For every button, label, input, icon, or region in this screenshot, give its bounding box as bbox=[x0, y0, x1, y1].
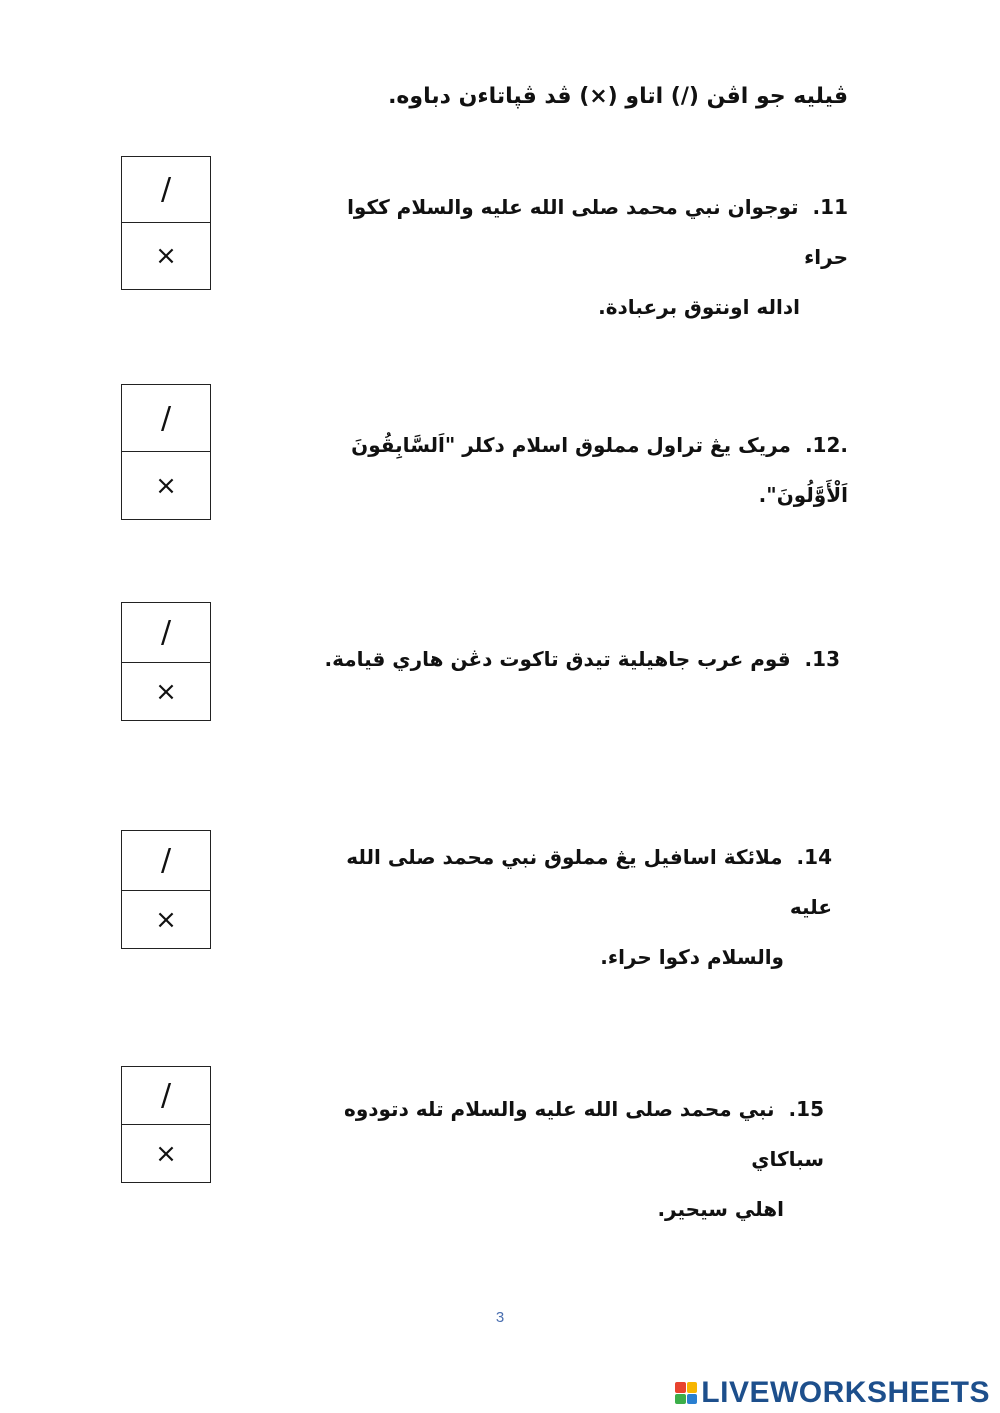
answer-box-15 bbox=[121, 1066, 211, 1183]
question-number: 14. bbox=[796, 845, 832, 869]
false-option-button[interactable]: × bbox=[155, 904, 177, 935]
question-text-line: توجوان نبي محمد صلى الله عليه والسلام ككوا حراء bbox=[347, 195, 848, 269]
question-14 bbox=[312, 832, 832, 982]
true-option-button[interactable]: / bbox=[122, 603, 210, 663]
true-option-button[interactable]: / bbox=[122, 157, 210, 223]
question-number: 11. bbox=[812, 195, 848, 219]
question-text-line: مريک يڠ تراول مملوق اسلام دکلر "اَلسَّابِقُونَ اَلْأَوَّلُونَ". bbox=[351, 433, 848, 507]
false-option-button[interactable]: × bbox=[155, 470, 177, 501]
false-option-button[interactable]: × bbox=[155, 1138, 177, 1169]
question-15 bbox=[304, 1084, 824, 1234]
liveworksheets-brand[interactable] bbox=[675, 1376, 990, 1410]
answer-box-14 bbox=[121, 830, 211, 949]
instruction-heading: ڤيليه جو اڤن (/) اتاو (×) ڤد ڤپاتاءن دباوه. bbox=[388, 84, 848, 109]
question-text-line: والسلام دکوا حراء. bbox=[600, 945, 784, 969]
question-text-line: قوم عرب جاهيلية تيدق تاکوت دڠن هاري قيامة. bbox=[324, 647, 791, 671]
answer-box-11 bbox=[121, 156, 211, 290]
answer-box-13 bbox=[121, 602, 211, 721]
question-13 bbox=[320, 634, 840, 684]
question-12 bbox=[288, 420, 848, 520]
question-text-line: اداله اونتوق برعبادة. bbox=[598, 295, 800, 319]
answer-box-12 bbox=[121, 384, 211, 520]
question-number: .12. bbox=[804, 433, 848, 457]
liveworksheets-logo-icon bbox=[675, 1382, 697, 1404]
false-option-button[interactable]: × bbox=[155, 241, 177, 271]
question-number: 15. bbox=[788, 1097, 824, 1121]
true-option-button[interactable]: / bbox=[122, 1067, 210, 1125]
false-option-button[interactable]: × bbox=[155, 676, 177, 707]
true-option-button[interactable]: / bbox=[122, 831, 210, 891]
question-11 bbox=[328, 182, 848, 332]
question-number: 13. bbox=[804, 647, 840, 671]
question-text-line: نبي محمد صلى الله عليه والسلام تله دتودوه سباکاي bbox=[344, 1097, 824, 1171]
question-text-line: ملائكة اسافيل يڠ مملوق نبي محمد صلى الله عليه bbox=[346, 845, 832, 919]
question-text-line: اهلي سيحير. bbox=[657, 1197, 784, 1221]
page-number: 3 bbox=[495, 1309, 505, 1326]
true-option-button[interactable]: / bbox=[122, 385, 210, 452]
brand-name: LIVEWORKSHEETS bbox=[701, 1376, 990, 1409]
